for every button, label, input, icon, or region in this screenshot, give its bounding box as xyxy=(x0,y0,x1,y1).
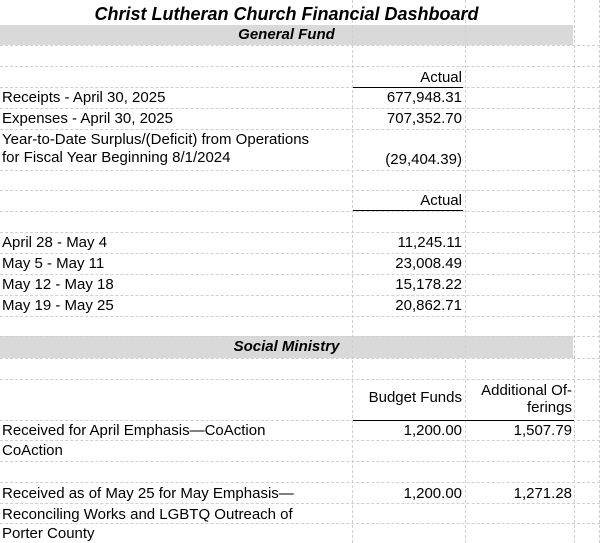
week-3-label: May 12 - May 18 xyxy=(2,276,114,293)
additional-offerings-header-line1: Additional Of- xyxy=(481,382,572,399)
april-budget-value: 1,200.00 xyxy=(403,422,462,439)
ytd-label-line2: for Fiscal Year Beginning 8/1/2024 xyxy=(2,149,231,166)
april-emphasis-label-line1: Received for April Emphasis—CoAction xyxy=(2,422,266,439)
ytd-value: (29,404.39) xyxy=(385,151,462,168)
general-fund-heading: General Fund xyxy=(238,26,335,43)
april-additional-value: 1,507.79 xyxy=(513,422,572,439)
actual-column-header: Actual xyxy=(420,69,462,86)
week-2-label: May 5 - May 11 xyxy=(2,255,105,272)
dashboard-title: Christ Lutheran Church Financial Dashboard xyxy=(94,4,479,24)
expenses-value: 707,352.70 xyxy=(386,110,462,127)
week-2-value: 23,008.49 xyxy=(395,255,462,272)
weekly-actual-header: Actual xyxy=(420,192,462,209)
may-emphasis-label-line3: Porter County xyxy=(2,525,95,542)
week-3-value: 15,178.22 xyxy=(395,276,462,293)
ytd-label-line1: Year-to-Date Surplus/(Deficit) from Operations xyxy=(2,131,310,148)
social-header-underline xyxy=(353,420,574,421)
may-emphasis-label-line1: Received as of May 25 for May Emphasis— xyxy=(2,485,294,502)
expenses-label: Expenses - April 30, 2025 xyxy=(2,110,173,127)
weekly-header-underline xyxy=(353,210,463,211)
week-4-value: 20,862.71 xyxy=(395,297,462,314)
budget-funds-header: Budget Funds xyxy=(368,389,462,406)
actual-header-underline xyxy=(353,87,463,88)
receipts-label: Receipts - April 30, 2025 xyxy=(2,89,166,106)
april-emphasis-label-line2: CoAction xyxy=(2,442,63,459)
receipts-value: 677,948.31 xyxy=(386,89,462,106)
week-1-label: April 28 - May 4 xyxy=(2,234,108,251)
additional-offerings-header-line2: ferings xyxy=(526,399,572,416)
week-1-value: 11,245.11 xyxy=(397,234,462,251)
may-emphasis-label-line2: Reconciling Works and LGBTQ Outreach of xyxy=(2,506,293,523)
week-4-label: May 19 - May 25 xyxy=(2,297,114,314)
may-budget-value: 1,200.00 xyxy=(403,485,462,502)
may-additional-value: 1,271.28 xyxy=(513,485,572,502)
social-ministry-heading: Social Ministry xyxy=(233,338,340,355)
